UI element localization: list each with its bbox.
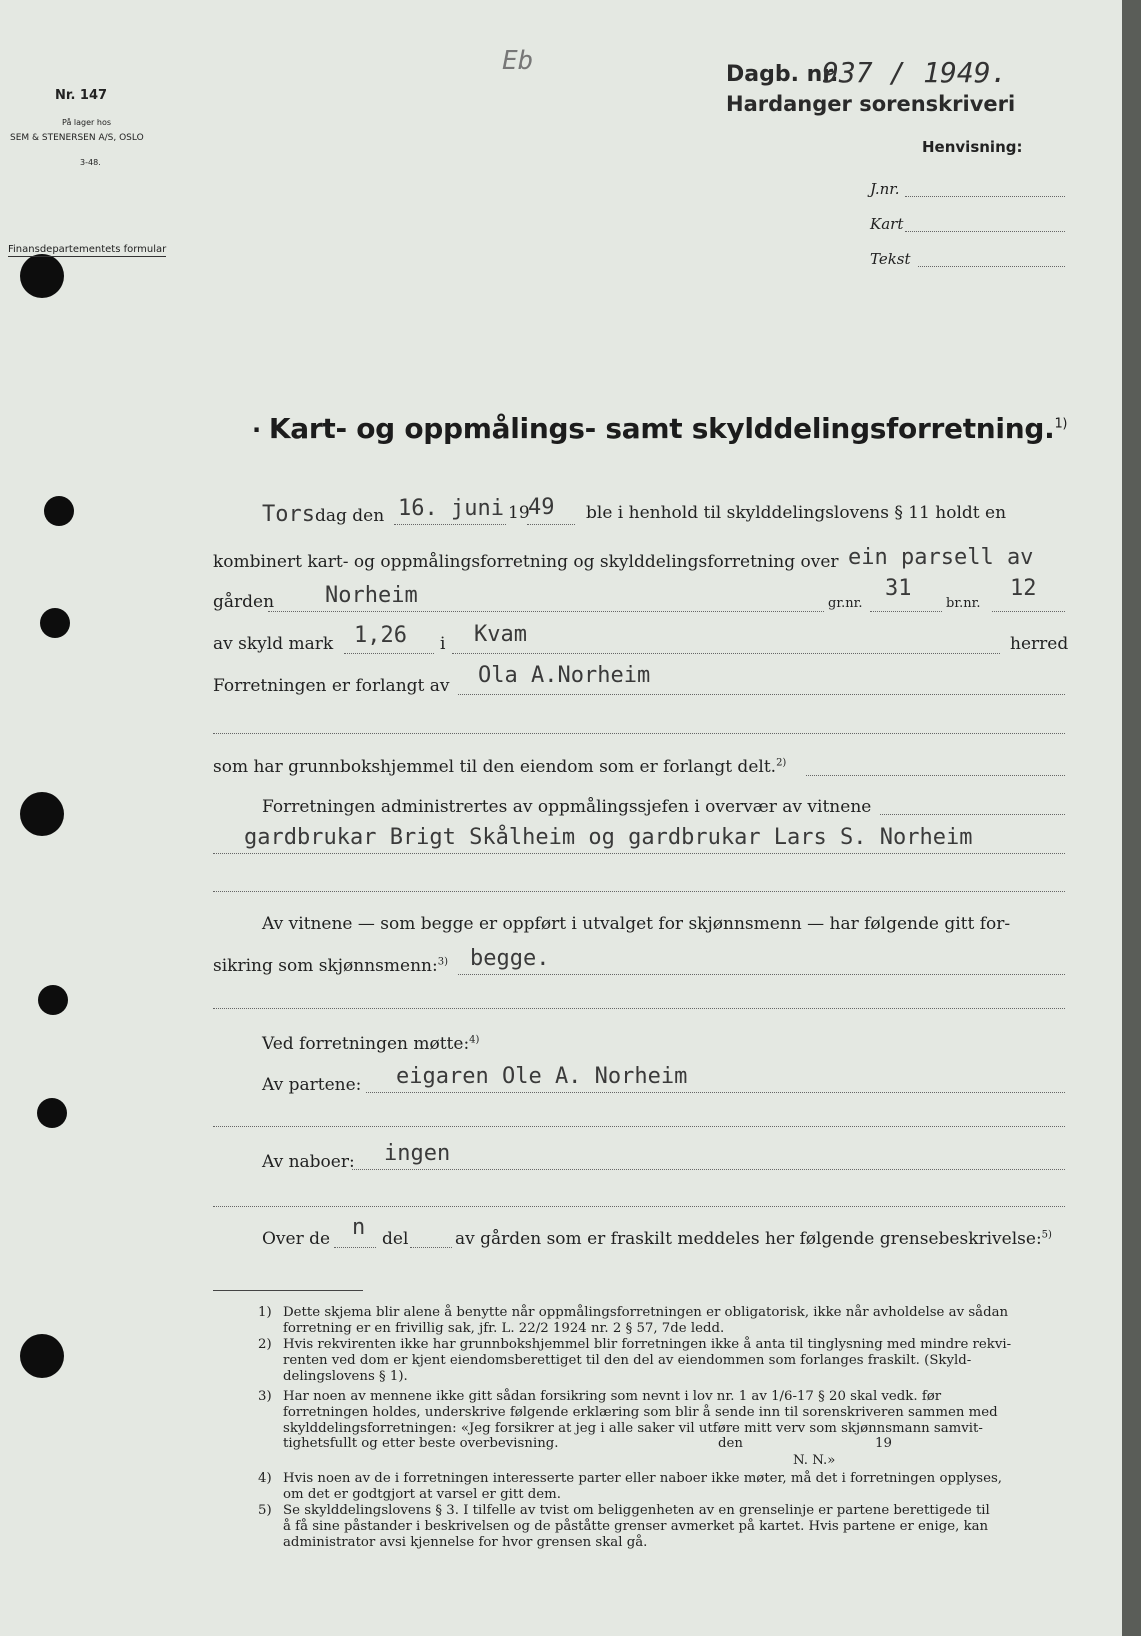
parcel-description: ein parsell av — [848, 545, 1034, 570]
reference-kart-label: Kart — [870, 215, 904, 233]
title-footnote-ref: 1) — [1054, 416, 1068, 432]
mote-text-body: Ved forretningen møtte: — [262, 1034, 470, 1054]
date-value: 16. juni — [398, 496, 504, 521]
punch-hole — [20, 1334, 64, 1378]
mote-footnote-ref: 4) — [469, 1034, 480, 1046]
over-footnote-ref: 5) — [1041, 1229, 1052, 1241]
year-prefix: 19 — [508, 503, 530, 523]
punch-hole — [20, 254, 64, 298]
partene-dotline — [366, 1092, 1065, 1093]
vitner-footnote-ref: 3) — [437, 956, 448, 968]
year-value: 49 — [528, 495, 555, 520]
form-number: Nr. 147 — [55, 88, 108, 103]
skyld-value: 1,26 — [354, 623, 407, 648]
footnote-line: forretning er en frivillig sak, jfr. L. 22/2 1924 nr. 2 § 57, 7de ledd. — [283, 1320, 725, 1336]
footnote-3-den: den — [718, 1436, 743, 1451]
over-rest-text: av gården som er fraskilt meddeles her følgende grensebeskrivelse: — [455, 1229, 1042, 1249]
day-prefix: Tors — [262, 502, 315, 527]
partene-label: Av partene: — [262, 1075, 362, 1095]
footnote-line: delingslovens § 1). — [283, 1368, 408, 1384]
partene-dotline-2 — [213, 1126, 1065, 1127]
garden-label: gården — [213, 592, 275, 612]
requested-value: Ola A.Norheim — [478, 663, 651, 688]
footnote-2 — [258, 1337, 1011, 1384]
punch-hole — [38, 985, 68, 1015]
witnesses-value: gardbrukar Brigt Skålheim og gardbrukar Lars S. Norheim — [244, 825, 973, 850]
vitner-dotline — [458, 974, 1065, 975]
footnote-line: forretningen holdes, underskrive følgende erklæring som blir å sende inn til sorenskriveren sammen med — [283, 1404, 998, 1420]
footnote-number: 3) — [258, 1389, 272, 1404]
del-label: del — [382, 1229, 409, 1249]
line2-text: kombinert kart- og oppmålingsforretning og skylddelingsforretning over — [213, 552, 839, 572]
footnote-line: å få sine påstander i beskrivelsen og de påståtte grenser avmerket på kartet. Hvis partene er enige, kan — [283, 1518, 989, 1534]
footnote-number: 5) — [258, 1503, 272, 1518]
publisher-line-1: På lager hos — [62, 118, 111, 127]
skyld-dotline — [344, 653, 434, 654]
footnote-rule — [213, 1290, 363, 1291]
footnote-line: tighetsfullt og etter beste overbevisning. — [283, 1436, 559, 1452]
grunnbok-footnote-ref: 2) — [776, 757, 787, 769]
footnote-number: 4) — [258, 1471, 272, 1486]
footnote-number: 2) — [258, 1337, 272, 1352]
mote-text — [262, 1034, 479, 1054]
naboer-dotline — [352, 1169, 1065, 1170]
brnr-label: br.nr. — [946, 596, 981, 611]
footnote-1 — [258, 1305, 1008, 1337]
vitner-line-2-text: sikring som skjønnsmenn: — [213, 956, 438, 976]
skyld-label: av skyld mark — [213, 634, 334, 654]
grnr-dotline — [870, 611, 942, 612]
requested-dotline — [458, 694, 1065, 695]
date-line — [262, 502, 384, 527]
publisher-line-2: SEM & STENERSEN A/S, OSLO — [10, 133, 144, 143]
admin-dotline — [880, 814, 1065, 815]
del-dotline — [410, 1247, 452, 1248]
brnr-dotline — [992, 611, 1065, 612]
grunnbok-dotline — [806, 775, 1065, 776]
footnote-5 — [258, 1503, 990, 1550]
grunnbok-text — [213, 757, 786, 777]
title-text: Kart- og oppmålings- samt skylddelingsforretning. — [268, 412, 1055, 445]
partene-value: eigaren Ole A. Norheim — [396, 1064, 688, 1089]
naboer-label: Av naboer: — [262, 1152, 355, 1172]
reference-tekst-line — [918, 266, 1065, 267]
footnote-3-signature: N. N.» — [793, 1453, 836, 1468]
page-title: · Kart- og oppmålings- samt skylddelingsforretning.$^{1)}$ — [252, 412, 1068, 445]
naboer-dotline-2 — [213, 1206, 1065, 1207]
footnote-line: Har noen av mennene ikke gitt sådan forsikring som nevnt i lov nr. 1 av 1/6-17 § 20 skal vedk. før — [283, 1389, 942, 1404]
line1-text: ble i henhold til skylddelingslovens § 11 holdt en — [586, 503, 1007, 523]
grunnbok-text-body: som har grunnbokshjemmel til den eiendom som er forlangt delt. — [213, 757, 777, 777]
reference-tekst-label: Tekst — [870, 250, 911, 268]
registration-label: Dagb. nr. — [726, 62, 839, 87]
footnote-line: renten ved dom er kjent eiendomsberettiget til den del av eiendommen som forlanges fraskilt. (Skyld- — [283, 1352, 972, 1368]
herred-dotline — [452, 653, 1000, 654]
reference-heading: Henvisning: — [922, 138, 1023, 156]
herred-label: herred — [1010, 634, 1069, 654]
witnesses-dotline-2 — [213, 891, 1065, 892]
garden-value: Norheim — [325, 583, 418, 608]
reference-jnr-line — [905, 196, 1065, 197]
footnote-line: skylddelingsforretningen: «Jeg forsikrer at jeg i alle saker vil utføre mitt verv som skjønnsmann samvit- — [283, 1420, 983, 1436]
ministry-label: Finansdepartementets formular — [8, 244, 167, 255]
vitner-line-1: Av vitnene — som begge er oppført i utvalget for skjønnsmenn — har følgende gitt for- — [262, 914, 1011, 934]
over-value: n — [352, 1215, 366, 1240]
requested-label: Forretningen er forlangt av — [213, 676, 450, 696]
naboer-value: ingen — [384, 1141, 451, 1166]
print-date: 3-48. — [80, 158, 101, 167]
punch-hole — [37, 1098, 67, 1128]
punch-hole — [40, 608, 70, 638]
footnote-line: Hvis noen av de i forretningen interesserte parter eller naboer ikke møter, må det i forretningen opplyses, — [283, 1471, 1003, 1486]
footnote-line: Hvis rekvirenten ikke har grunnbokshjemmel blir forretningen ikke å anta til tinglysning med mindre rekvi- — [283, 1337, 1012, 1352]
requested-dotline-2 — [213, 733, 1065, 734]
registration-number: 937 / 1949. — [822, 56, 1008, 89]
footnote-line: om det er godtgjort at varsel er gitt dem. — [283, 1486, 561, 1502]
herred-value: Kvam — [474, 622, 527, 647]
over-label: Over de — [262, 1229, 331, 1249]
punch-hole — [20, 792, 64, 836]
vitner-dotline-2 — [213, 1008, 1065, 1009]
brnr-value: 12 — [1010, 576, 1037, 601]
reference-kart-line — [905, 231, 1065, 232]
day-suffix-label: dag den — [314, 506, 385, 526]
i-label: i — [440, 634, 446, 654]
footnote-line: Dette skjema blir alene å benytte når oppmålingsforretningen er obligatorisk, ikke når avholdelse av sådan — [283, 1305, 1009, 1320]
handwritten-initials: Eb — [502, 46, 534, 76]
grnr-value: 31 — [885, 576, 912, 601]
garden-dotline — [268, 611, 824, 612]
footnote-4 — [258, 1471, 1002, 1503]
footnote-line: Se skylddelingslovens § 3. I tilfelle av tvist om beliggenheten av en grenselinje er partene berettigede til — [283, 1503, 990, 1518]
vitner-value: begge. — [470, 946, 550, 971]
footnote-line: administrator avsi kjennelse for hvor grensen skal gå. — [283, 1534, 648, 1550]
over-rest — [455, 1229, 1052, 1249]
date-dotline — [394, 524, 506, 525]
over-dotline — [334, 1247, 376, 1248]
witnesses-dotline — [213, 853, 1065, 854]
footnote-number: 1) — [258, 1305, 272, 1320]
court-stamp: Hardanger sorenskriveri — [726, 92, 1016, 116]
year-dotline — [527, 524, 575, 525]
punch-hole — [44, 496, 74, 526]
reference-jnr-label: J.nr. — [870, 180, 900, 198]
footnote-3-year: 19 — [875, 1436, 892, 1451]
admin-text: Forretningen administrertes av oppmålingssjefen i overvær av vitnene — [262, 797, 872, 817]
vitner-line-2 — [213, 956, 448, 976]
grnr-label: gr.nr. — [828, 596, 863, 611]
